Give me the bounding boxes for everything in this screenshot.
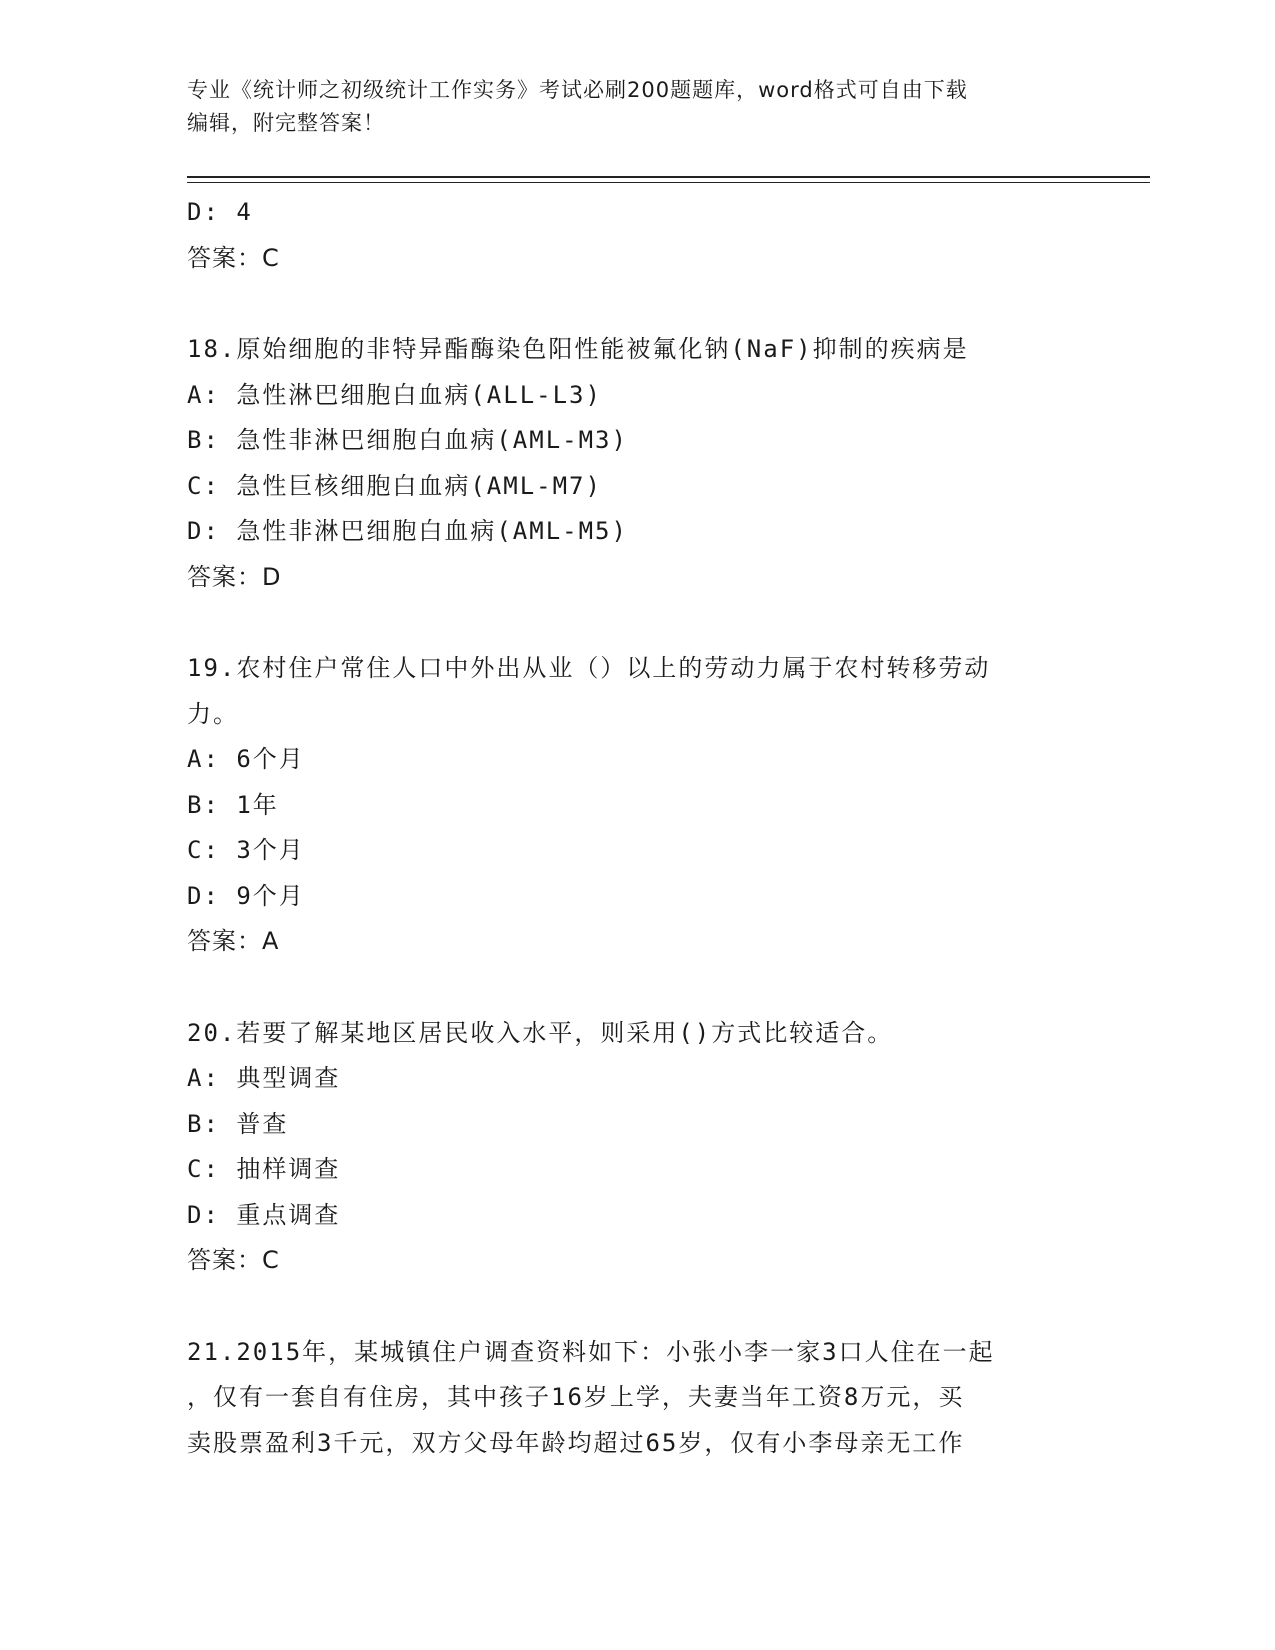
header-line-1: 专业《统计师之初级统计工作实务》考试必刷200题题库，word格式可自由下载 <box>187 78 968 102</box>
option-b: B: 急性非淋巴细胞白血病(AML-M3) <box>187 426 628 454</box>
answer: 答案：C <box>187 1246 280 1274</box>
question-title-line-3: 卖股票盈利3千元，双方父母年龄均超过65岁，仅有小李母亲无工作 <box>187 1428 965 1457</box>
question-20 <box>187 1011 1087 1284</box>
question-title-line-1: 21.2015年，某城镇住户调查资料如下：小张小李一家3口人住在一起 <box>187 1337 995 1366</box>
header-divider-bottom <box>187 182 1150 183</box>
header-line-2: 编辑，附完整答案！ <box>187 111 385 135</box>
option-d: D: 急性非淋巴细胞白血病(AML-M5) <box>187 517 628 545</box>
question-21 <box>187 1330 1087 1467</box>
option-c: C: 急性巨核细胞白血病(AML-M7) <box>187 471 602 500</box>
question-18 <box>187 327 1087 600</box>
answer: 答案：A <box>187 927 280 955</box>
spacer <box>187 281 1087 327</box>
spacer <box>187 1284 1087 1330</box>
question-title: 20.若要了解某地区居民收入水平，则采用()方式比较适合。 <box>187 1018 894 1047</box>
option-b: B: 1年 <box>187 790 279 819</box>
option-c: C: 抽样调查 <box>187 1155 341 1183</box>
previous-answer: 答案：C <box>187 243 280 272</box>
question-title-line-2: ，仅有一套自有住房，其中孩子16岁上学，夫妻当年工资8万元，买 <box>187 1383 965 1411</box>
question-content <box>187 190 1087 1466</box>
spacer <box>187 965 1087 1011</box>
previous-option-d: D: 4 <box>187 198 253 226</box>
option-d: D: 重点调查 <box>187 1200 341 1229</box>
spacer <box>187 600 1087 646</box>
header-divider-top <box>187 176 1150 178</box>
option-a: A: 6个月 <box>187 745 305 773</box>
answer: 答案：D <box>187 562 282 591</box>
question-title-line-1: 19.农村住户常住人口中外出从业（）以上的劳动力属于农村转移劳动 <box>187 654 991 682</box>
option-a: A: 典型调查 <box>187 1064 341 1092</box>
question-title: 18.原始细胞的非特异酯酶染色阳性能被氟化钠(NaF)抑制的疾病是 <box>187 335 969 363</box>
option-b: B: 普查 <box>187 1109 289 1138</box>
option-c: C: 3个月 <box>187 836 305 864</box>
question-19 <box>187 646 1087 965</box>
question-title-line-2: 力。 <box>187 699 239 728</box>
document-header <box>187 74 1067 140</box>
option-a: A: 急性淋巴细胞白血病(ALL-L3) <box>187 380 602 409</box>
option-d: D: 9个月 <box>187 881 305 910</box>
